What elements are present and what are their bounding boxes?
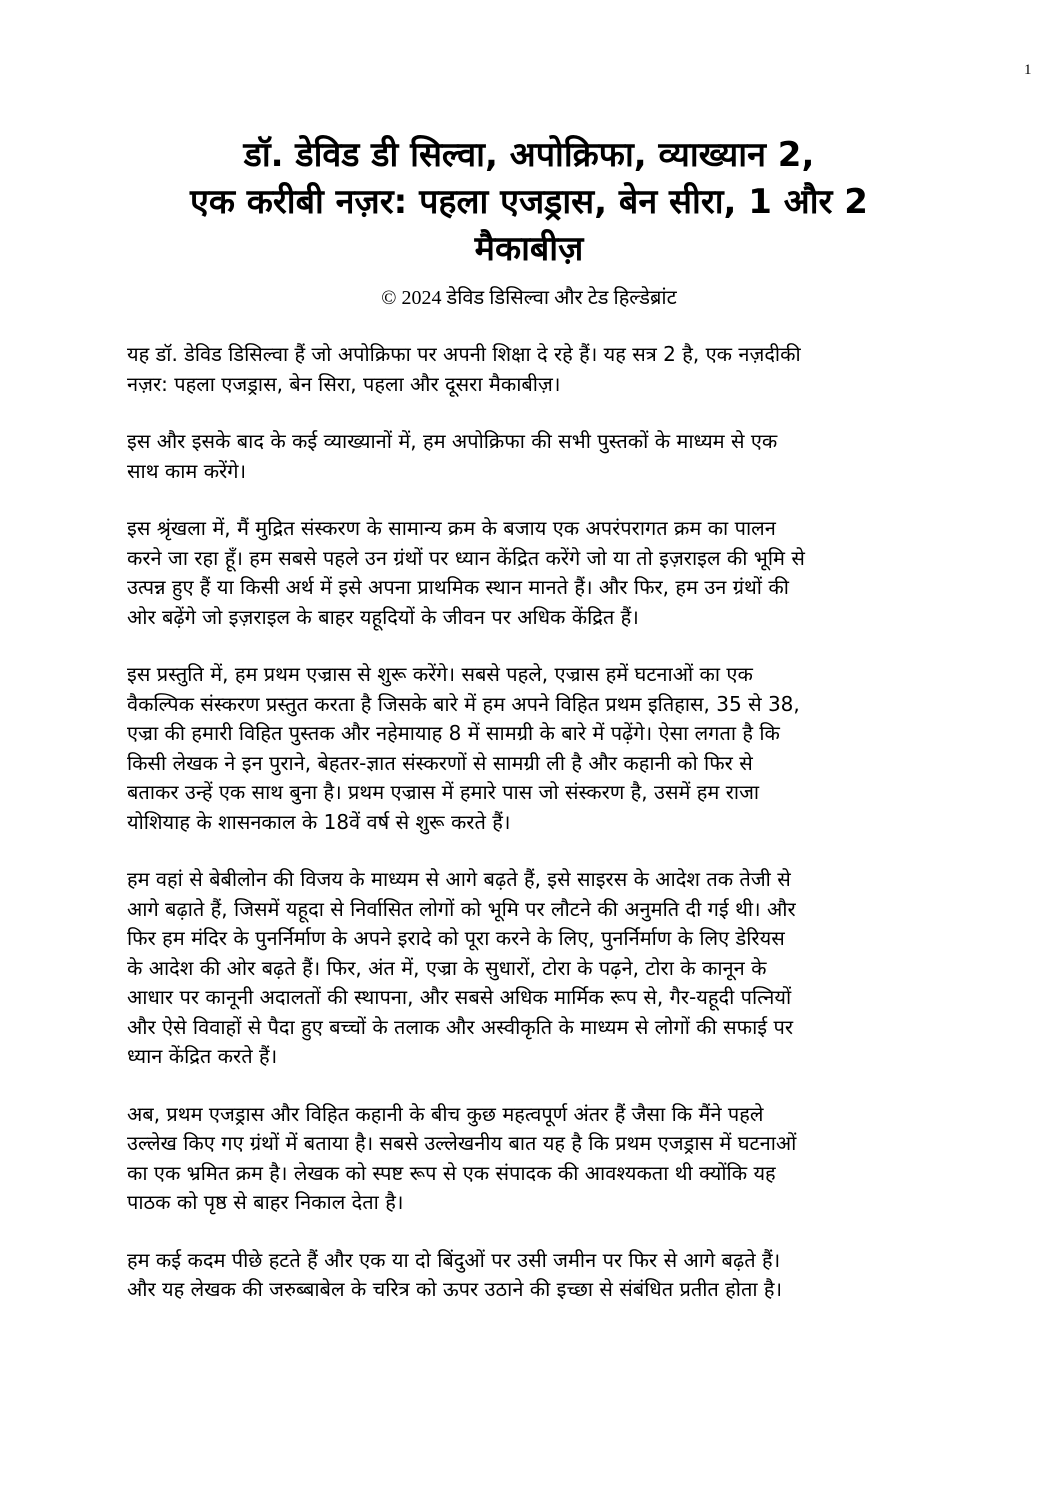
- text-line: किसी लेखक ने इन पुराने, बेहतर-ज्ञात संस्करणों से सामग्री ली है और कहानी को फिर से: [127, 750, 753, 775]
- text-line: उल्लेख किए गए ग्रंथों में बताया है। सबसे उल्लेखनीय बात यह है कि प्रथम एजड्रास में घटनाओं: [127, 1131, 797, 1155]
- text-line: इस श्रृंखला में, मैं मुद्रित संस्करण के सामान्य क्रम के बजाय एक अपरंपरागत क्रम का पालन: [127, 516, 776, 540]
- text-line: आधार पर कानूनी अदालतों की स्थापना, और सबसे अधिक मार्मिक रूप से, गैर-यहूदी पत्नियों: [127, 985, 792, 1009]
- text-line: पाठक को पृष्ठ से बाहर निकाल देता है।: [127, 1190, 404, 1214]
- paragraph: [127, 427, 947, 486]
- text-line: हम वहां से बेबीलोन की विजय के माध्यम से आगे बढ़ते हैं, इसे साइरस के आदेश तक तेजी से: [127, 867, 791, 891]
- text-line: करने जा रहा हूँ। हम सबसे पहले उन ग्रंथों पर ध्यान केंद्रित करेंगे जो या तो इज़राइल की भूमि से: [127, 545, 805, 570]
- title-line: डॉ. डेविड डी सिल्वा, अपोक्रिफा, व्याख्यान 2,: [243, 135, 815, 175]
- text-line: अब, प्रथम एजड्रास और विहित कहानी के बीच कुछ महत्वपूर्ण अंतर हैं जैसा कि मैंने पहले: [127, 1101, 764, 1126]
- document-body: [127, 340, 947, 1333]
- page-number: 1: [1024, 62, 1032, 78]
- paragraph: [127, 1246, 947, 1305]
- text-line: साथ काम करेंगे।: [127, 458, 247, 483]
- text-line: ध्यान केंद्रित करते हैं।: [127, 1044, 278, 1068]
- paragraph: [127, 660, 947, 837]
- copyright-notice: © 2024 डेविड डिसिल्वा और टेड हिल्डेब्रांट: [381, 287, 677, 309]
- text-line: इस और इसके बाद के कई व्याख्यानों में, हम अपोक्रिफा की सभी पुस्तकों के माध्यम से एक: [127, 429, 778, 453]
- text-line: और यह लेखक की जरुब्बाबेल के चरित्र को ऊपर उठाने की इच्छा से संबंधित प्रतीत होता है।: [127, 1277, 783, 1301]
- text-line: वैकल्पिक संस्करण प्रस्तुत करता है जिसके बारे में हम अपने विहित प्रथम इतिहास, 35 से 38,: [127, 691, 800, 716]
- document-title: [0, 132, 1058, 273]
- text-line: हम कई कदम पीछे हटते हैं और एक या दो बिंदुओं पर उसी जमीन पर फिर से आगे बढ़ते हैं।: [127, 1247, 781, 1272]
- text-line: आगे बढ़ाते हैं, जिसमें यहूदा से निर्वासित लोगों को भूमि पर लौटने की अनुमति दी गई थी। और: [127, 896, 796, 921]
- title-line: एक करीबी नज़र: पहला एजड्रास, बेन सीरा, 1 और 2: [190, 182, 868, 222]
- paragraph: [127, 865, 947, 1072]
- paragraph: [127, 340, 947, 399]
- title-line: मैकाबीज़: [474, 229, 584, 269]
- text-line: बताकर उन्हें एक साथ बुना है। प्रथम एज्रास में हमारे पास जो संस्करण है, उसमें हम राजा: [127, 780, 760, 804]
- paragraph: [127, 1100, 947, 1218]
- text-line: उत्पन्न हुए हैं या किसी अर्थ में इसे अपना प्राथमिक स्थान मानते हैं। और फिर, हम उन ग्रंथों की: [127, 575, 789, 599]
- text-line: योशियाह के शासनकाल के 18वें वर्ष से शुरू करते हैं।: [127, 809, 511, 834]
- text-line: के आदेश की ओर बढ़ते हैं। फिर, अंत में, एज्रा के सुधारों, टोरा के पढ़ने, टोरा के कानून के: [127, 955, 767, 980]
- text-line: यह डॉ. डेविड डिसिल्वा हैं जो अपोक्रिफा पर अपनी शिक्षा दे रहे हैं। यह सत्र 2 है, एक नज़दीकी: [127, 342, 801, 366]
- text-line: का एक भ्रमित क्रम है। लेखक को स्पष्ट रूप से एक संपादक की आवश्यकता थी क्योंकि यह: [127, 1160, 776, 1185]
- text-line: फिर हम मंदिर के पुनर्निर्माण के अपने इरादे को पूरा करने के लिए, पुनर्निर्माण के लिए डेरियस: [127, 926, 785, 950]
- text-line: नज़र: पहला एजड्रास, बेन सिरा, पहला और दूसरा मैकाबीज़।: [127, 371, 561, 396]
- text-line: इस प्रस्तुति में, हम प्रथम एज्रास से शुरू करेंगे। सबसे पहले, एज्रास हमें घटनाओं का एक: [127, 662, 753, 686]
- paragraph: [127, 514, 947, 632]
- text-line: और ऐसे विवाहों से पैदा हुए बच्चों के तलाक और अस्वीकृति के माध्यम से लोगों की सफाई पर: [127, 1014, 793, 1039]
- text-line: ओर बढ़ेंगे जो इज़राइल के बाहर यहूदियों के जीवन पर अधिक केंद्रित हैं।: [127, 604, 639, 629]
- text-line: एज्रा की हमारी विहित पुस्तक और नहेमायाह 8 में सामग्री के बारे में पढ़ेंगे। ऐसा लगता है कि: [127, 721, 780, 745]
